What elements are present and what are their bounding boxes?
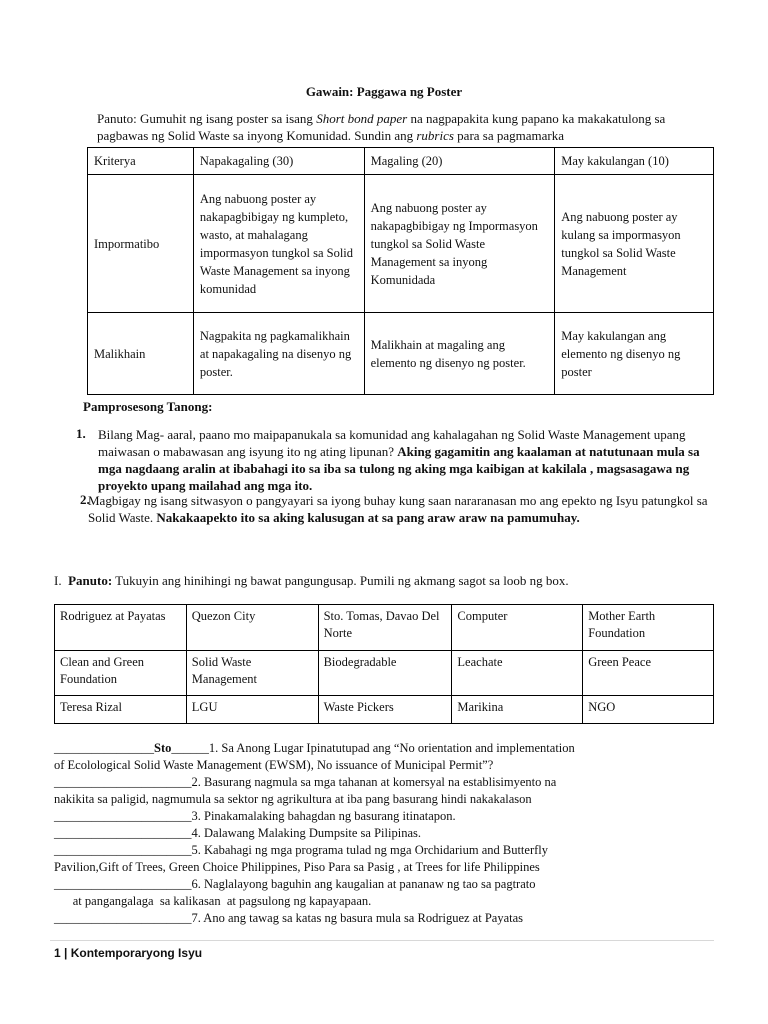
choice-cell: NGO xyxy=(583,696,714,724)
written-answer: Sto xyxy=(154,741,172,755)
rubric-cell: Ang nabuong poster ay nakapagbibigay ng kumpleto, wasto, at mahalagang impormasyon tungkol sa Solid Waste Management sa inyong komunidad xyxy=(193,175,364,313)
answer-blank[interactable]: ______________________ xyxy=(54,877,192,891)
choice-cell: Quezon City xyxy=(186,605,318,651)
choice-cell: Biodegradable xyxy=(318,651,452,696)
question-1 xyxy=(98,426,718,494)
rubric-table xyxy=(87,147,714,395)
choice-cell: Waste Pickers xyxy=(318,696,452,724)
choice-cell: Clean and Green Foundation xyxy=(55,651,187,696)
rubric-header-cell: Napakagaling (30) xyxy=(193,148,364,175)
rubric-header-cell: Magaling (20) xyxy=(364,148,555,175)
choice-cell: Marikina xyxy=(452,696,583,724)
question-answer: Nakakaapekto ito sa aking kalusugan at sa pang araw araw na pamumuhay. xyxy=(156,510,580,525)
choice-cell: Solid Waste Management xyxy=(186,651,318,696)
item-text: 4. Dalawang Malaking Dumpsite sa Pilipinas. xyxy=(191,826,421,840)
item-continuation: of Ecolological Solid Waste Management (EWSM), No issuance of Municipal Permit”? xyxy=(54,758,494,772)
rubric-cell: May kakulangan ang elemento ng disenyo ng poster xyxy=(555,313,714,395)
question-2 xyxy=(88,492,728,526)
fill-in-items xyxy=(54,740,694,927)
rubric-cell: Nagpakita ng pagkamalikhain at napakagaling na disenyo ng poster. xyxy=(193,313,364,395)
list-item xyxy=(54,774,694,791)
rubric-header-cell: Kriterya xyxy=(88,148,194,175)
choice-cell: Mother Earth Foundation xyxy=(583,605,714,651)
question-number: 2. xyxy=(80,492,90,507)
item-text: 3. Pinakamalaking bahagdan ng basurang itinatapon. xyxy=(191,809,456,823)
question-text: Bilang Mag- aaral, paano mo maipapanukala sa komunidad ang kahalagahan ng Solid Waste Management upang maiwasan o mabawasan ang isyung ito ng ating lipunan? xyxy=(98,427,686,459)
choice-cell: Green Peace xyxy=(583,651,714,696)
poster-instructions xyxy=(97,110,717,144)
rubric-header-cell: May kakulangan (10) xyxy=(555,148,714,175)
rubric-cell: Malikhain at magaling ang elemento ng disenyo ng poster. xyxy=(364,313,555,395)
list-item xyxy=(54,910,694,927)
rubric-criterion: Malikhain xyxy=(88,313,194,395)
page-title: Gawain: Paggawa ng Poster xyxy=(305,84,463,99)
choice-cell: Leachate xyxy=(452,651,583,696)
list-item xyxy=(54,825,694,842)
item-text: 7. Ano ang tawag sa katas ng basura mula sa Rodriguez at Payatas xyxy=(191,911,524,925)
item-text: 5. Kabahagi ng mga programa tulad ng mga Orchidarium and Butterfly xyxy=(191,843,548,857)
item-continuation: Pavilion,Gift of Trees, Green Choice Philippines, Piso Para sa Pasig , at Trees for life Philippines xyxy=(54,860,540,874)
instructions-middle: na nagpapakita kung papano ka makakatulong sa pagbawas ng Solid Waste sa inyong Komunidad. Sundin ang xyxy=(97,111,666,143)
list-item xyxy=(54,808,694,825)
choice-cell: LGU xyxy=(186,696,318,724)
footer-subject: Kontemporaryong Isyu xyxy=(70,946,203,960)
item-continuation: at pangangalaga sa kalikasan at pagsulong ng kapayapaan. xyxy=(54,894,372,908)
choices-row xyxy=(55,651,714,696)
choice-cell: Sto. Tomas, Davao Del Norte xyxy=(318,605,452,651)
page-number: 1 xyxy=(54,946,61,960)
choice-cell: Teresa Rizal xyxy=(55,696,187,724)
processing-questions-heading: Pamprosesong Tanong: xyxy=(83,399,213,414)
page-footer xyxy=(54,946,202,960)
choice-cell: Computer xyxy=(452,605,583,651)
instructions-emphasis-rubrics: rubrics xyxy=(416,128,454,143)
list-item xyxy=(54,876,694,893)
answer-blank[interactable]: ______________________ xyxy=(54,775,192,789)
section-numeral: I. xyxy=(54,573,62,588)
item-text: 2. Basurang nagmula sa mga tahanan at komersyal na establisimyento na xyxy=(191,775,557,789)
item-text: 1. Sa Anong Lugar Ipinatutupad ang “No orientation and implementation xyxy=(208,741,575,755)
list-item xyxy=(54,842,694,859)
instructions-prefix: Panuto: Gumuhit ng isang poster sa isang xyxy=(97,111,317,126)
list-item xyxy=(54,740,694,757)
rubric-row xyxy=(88,313,714,395)
choices-row xyxy=(55,605,714,651)
instructions-emphasis: Short bond paper xyxy=(316,111,408,126)
footer-separator: | xyxy=(60,946,71,960)
item-text: 6. Naglalayong baguhin ang kaugalian at pananaw ng tao sa pagtrato xyxy=(191,877,536,891)
answer-blank[interactable]: ________________ xyxy=(54,741,154,755)
answer-blank[interactable]: ______________________ xyxy=(54,809,192,823)
section-text: Tukuyin ang hinihingi ng bawat pangungusap. Pumili ng akmang sagot sa loob ng box. xyxy=(112,573,569,588)
item-continuation: nakikita sa paligid, nagmumula sa sektor ng agrikultura at iba pang basurang hindi nakakalason xyxy=(54,792,532,806)
answer-blank[interactable]: ______________________ xyxy=(54,911,192,925)
answer-choices-table xyxy=(54,604,714,724)
footer-divider xyxy=(50,940,714,941)
answer-blank[interactable]: ______________________ xyxy=(54,826,192,840)
rubric-cell: Ang nabuong poster ay kulang sa impormasyon tungkol sa Solid Waste Management xyxy=(555,175,714,313)
question-answer: Aking gagamitin ang kaalaman at natutunaan mula sa mga nagdaang aralin at ibabahagi ito sa iba sa tulong ng aking mga kaibigan at kakilala , magsasagawa ng proyekto upang mailahad ang mga ito. xyxy=(98,444,700,493)
choice-cell: Rodriguez at Payatas xyxy=(55,605,187,651)
instructions-suffix: para sa pagmamarka xyxy=(453,128,565,143)
section-1-instructions xyxy=(54,573,569,589)
rubric-header-row xyxy=(88,148,714,175)
question-text: Magbigay ng isang sitwasyon o pangyayari sa iyong buhay kung saan nararanasan mo ang epekto ng Isyu patungkol sa Solid Waste. xyxy=(88,493,708,525)
rubric-criterion: Impormatibo xyxy=(88,175,194,313)
answer-blank[interactable]: ______________________ xyxy=(54,843,192,857)
rubric-cell: Ang nabuong poster ay nakapagbibigay ng Impormasyon tungkol sa Solid Waste Management sa inyong Komunidada xyxy=(364,175,555,313)
rubric-row xyxy=(88,175,714,313)
answer-blank[interactable]: ______ xyxy=(171,741,209,755)
choices-row xyxy=(55,696,714,724)
section-label: Panuto: xyxy=(68,573,113,588)
question-number: 1. xyxy=(76,426,86,441)
